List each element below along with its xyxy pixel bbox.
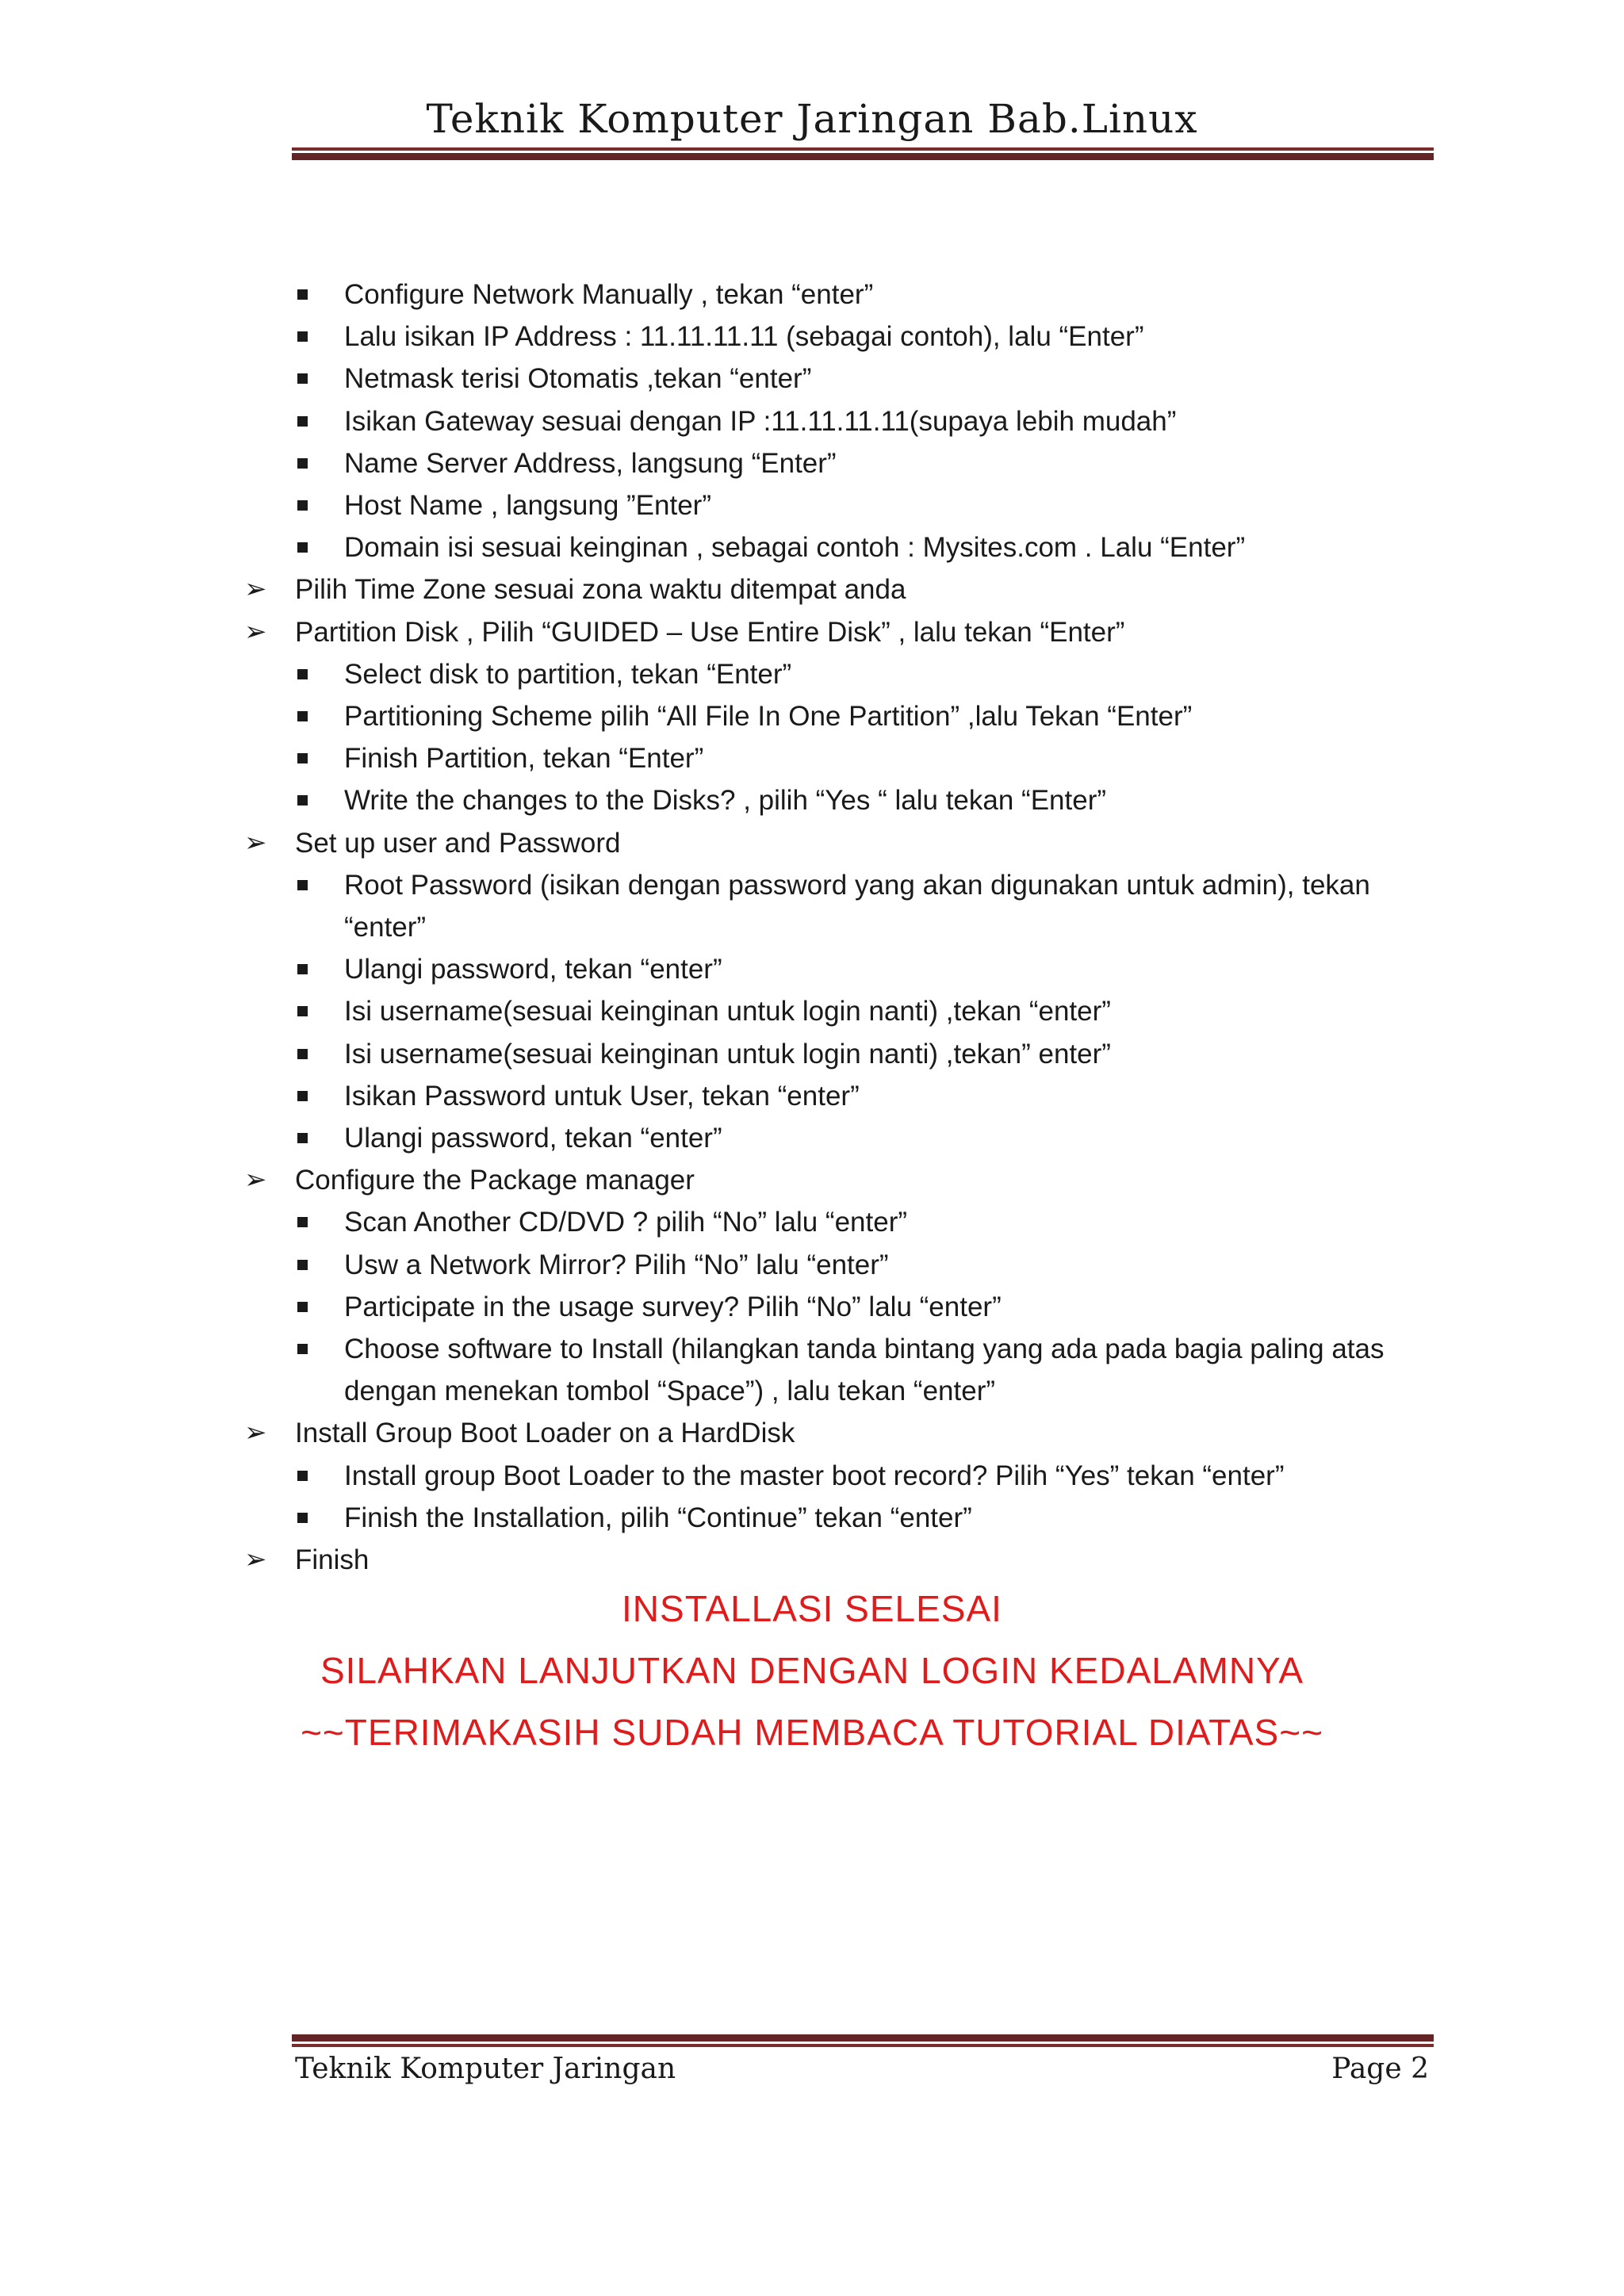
list-item-text: Install Group Boot Loader on a HardDisk (295, 1418, 795, 1449)
list-item-text: Pilih Time Zone sesuai zona waktu ditempat anda (295, 574, 906, 606)
square-bullet-icon (297, 1471, 308, 1481)
square-bullet-icon (297, 880, 308, 890)
list-item-text: Netmask terisi Otomatis ,tekan “enter” (344, 363, 812, 395)
list-item-square (238, 653, 1443, 695)
arrow-bullet-icon: ➢ (244, 1544, 267, 1575)
arrow-bullet-icon: ➢ (244, 574, 267, 605)
list-item-text: Install group Boot Loader to the master boot record? Pilih “Yes” tekan “enter” (344, 1460, 1285, 1491)
square-bullet-icon (297, 1049, 308, 1059)
square-bullet-icon (297, 331, 308, 342)
list-item-text: Isikan Gateway sesuai dengan IP :11.11.11.11(supaya lebih mudah” (344, 405, 1177, 437)
list-item-square (238, 1497, 1443, 1539)
square-bullet-icon (297, 1006, 308, 1016)
footer-divider-thin-line (292, 2044, 1434, 2047)
list-item-square (238, 1075, 1443, 1117)
list-item-text: Configure the Package manager (295, 1165, 695, 1196)
square-bullet-icon (297, 500, 308, 511)
arrow-bullet-icon: ➢ (244, 616, 267, 647)
list-item-square (238, 400, 1443, 442)
closing-line-thanks: ~~TERIMAKASIH SUDAH MEMBACA TUTORIAL DIATAS~~ (301, 1712, 1323, 1753)
list-item-text: Finish (295, 1544, 370, 1576)
header-divider (292, 147, 1434, 160)
list-item-square (238, 990, 1443, 1032)
list-item-text: Root Password (isikan dengan password yang akan digunakan untuk admin), tekan “enter” (344, 869, 1370, 943)
list-item-text: Usw a Network Mirror? Pilih “No” lalu “enter” (344, 1249, 889, 1280)
list-item-text: Write the changes to the Disks? , pilih “Yes “ lalu tekan “Enter” (344, 785, 1107, 817)
list-item-square (238, 779, 1443, 821)
square-bullet-icon (297, 289, 308, 300)
closing-message (0, 1578, 1624, 1763)
square-bullet-icon (297, 458, 308, 469)
list-item-text: Host Name , langsung ”Enter” (344, 490, 711, 522)
list-item-square (238, 274, 1443, 316)
list-item-arrow (238, 1412, 1443, 1454)
list-item-text: Partitioning Scheme pilih “All File In One Partition” ,lalu Tekan “Enter” (344, 701, 1193, 733)
list-item-square (238, 484, 1443, 526)
footer-page-number: Page 2 (1331, 2053, 1429, 2085)
list-item-text: Domain isi sesuai keinginan , sebagai contoh : Mysites.com . Lalu “Enter” (344, 532, 1246, 564)
list-item-text: Isi username(sesuai keinginan untuk login nanti) ,tekan “enter” (344, 996, 1111, 1027)
list-item-text: Finish Partition, tekan “Enter” (344, 743, 704, 775)
list-item-square (238, 737, 1443, 779)
list-item-arrow (238, 568, 1443, 610)
square-bullet-icon (297, 1133, 308, 1143)
list-item-square (238, 948, 1443, 990)
list-item-square (238, 1455, 1443, 1497)
square-bullet-icon (297, 1091, 308, 1101)
list-item-text: Choose software to Install (hilangkan tanda bintang yang ada pada bagia paling atas dengan menekan tombol “Space”) , lalu tekan “enter” (344, 1334, 1385, 1407)
square-bullet-icon (297, 1302, 308, 1312)
list-item-square (238, 442, 1443, 484)
footer-divider (292, 2034, 1434, 2047)
instruction-list (238, 274, 1443, 1581)
list-item-text: Isikan Password untuk User, tekan “enter” (344, 1080, 860, 1112)
arrow-bullet-icon: ➢ (244, 1165, 267, 1196)
list-item-arrow (238, 611, 1443, 653)
list-item-square (238, 1117, 1443, 1159)
square-bullet-icon (297, 711, 308, 721)
page-header-title: Teknik Komputer Jaringan Bab.Linux (426, 96, 1198, 142)
square-bullet-icon (297, 1217, 308, 1227)
list-item-text: Isi username(sesuai keinginan untuk login nanti) ,tekan” enter” (344, 1038, 1111, 1070)
square-bullet-icon (297, 795, 308, 806)
list-item-text: Name Server Address, langsung “Enter” (344, 447, 837, 479)
square-bullet-icon (297, 1260, 308, 1270)
list-item-arrow (238, 1539, 1443, 1581)
square-bullet-icon (297, 1344, 308, 1354)
arrow-bullet-icon: ➢ (244, 1418, 267, 1448)
list-item-square (238, 526, 1443, 568)
square-bullet-icon (297, 416, 308, 427)
list-item-arrow (238, 822, 1443, 864)
list-item-text: Participate in the usage survey? Pilih “No” lalu “enter” (344, 1291, 1002, 1322)
square-bullet-icon (297, 373, 308, 384)
footer-divider-thick-line (292, 2034, 1434, 2042)
list-item-text: Finish the Installation, pilih “Continue” tekan “enter” (344, 1502, 972, 1533)
list-item-text: Lalu isikan IP Address : 11.11.11.11 (sebagai contoh), lalu “Enter” (344, 321, 1144, 353)
list-item-text: Select disk to partition, tekan “Enter” (344, 658, 792, 690)
list-item-text: Ulangi password, tekan “enter” (344, 954, 722, 985)
list-item-square (238, 316, 1443, 358)
square-bullet-icon (297, 753, 308, 763)
list-item-text: Scan Another CD/DVD ? pilih “No” lalu “enter” (344, 1207, 908, 1238)
list-item-square (238, 1201, 1443, 1243)
list-item-square (238, 358, 1443, 400)
list-item-arrow (238, 1159, 1443, 1201)
list-item-square (238, 1033, 1443, 1075)
list-item-square (238, 1328, 1454, 1412)
square-bullet-icon (297, 964, 308, 974)
square-bullet-icon (297, 669, 308, 679)
arrow-bullet-icon: ➢ (244, 827, 267, 858)
list-item-text: Ulangi password, tekan “enter” (344, 1123, 722, 1154)
square-bullet-icon (297, 1513, 308, 1523)
closing-line-continue-login: SILAHKAN LANJUTKAN DENGAN LOGIN KEDALAMNYA (320, 1650, 1304, 1691)
list-item-square (238, 1286, 1443, 1328)
list-item-square (238, 695, 1443, 737)
closing-line-installation-done: INSTALLASI SELESAI (622, 1588, 1002, 1629)
list-item-text: Set up user and Password (295, 827, 621, 859)
footer-document-title: Teknik Komputer Jaringan (295, 2053, 676, 2085)
list-item-text: Partition Disk , Pilih “GUIDED – Use Entire Disk” , lalu tekan “Enter” (295, 616, 1125, 648)
header-divider-thick-line (292, 153, 1434, 160)
list-item-square (238, 1244, 1443, 1286)
list-item-square (238, 864, 1454, 948)
list-item-text: Configure Network Manually , tekan “enter” (344, 279, 874, 310)
square-bullet-icon (297, 542, 308, 553)
